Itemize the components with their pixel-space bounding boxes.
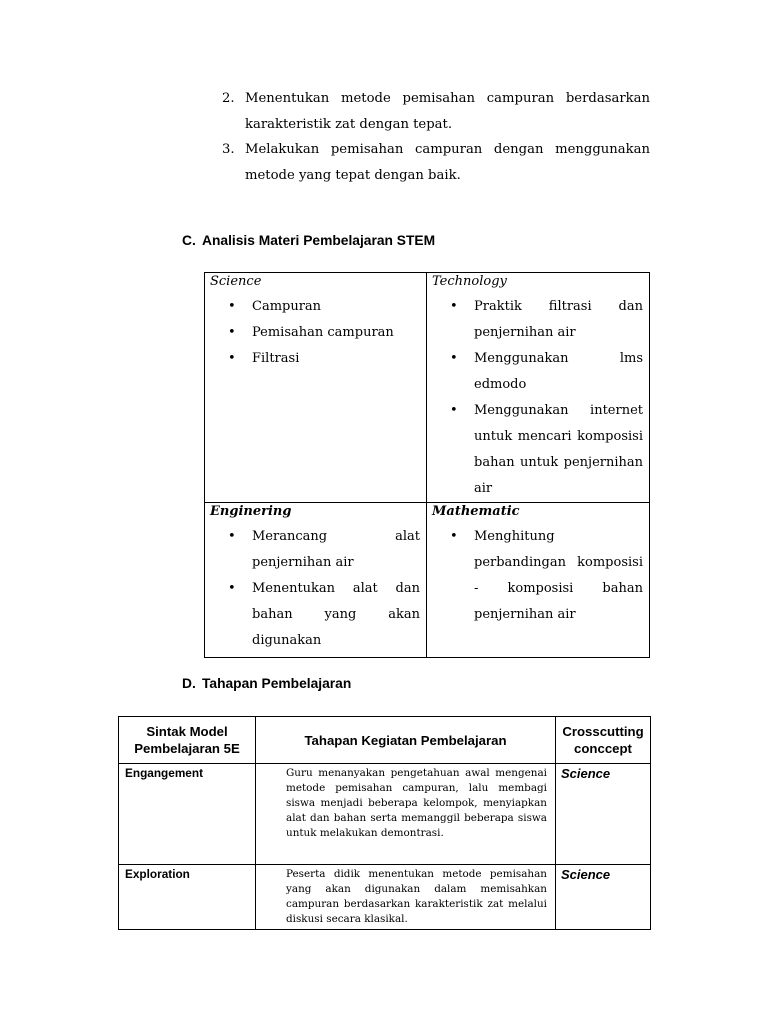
header-syntax-model: Sintak Model Pembelajaran 5E — [119, 717, 256, 764]
section-d-letter: D. — [182, 676, 196, 691]
objective-text: Menentukan metode pemisahan campuran berdasarkan karakteristik zat dengan tepat. — [245, 91, 650, 132]
stem-analysis-table — [204, 272, 650, 658]
list-item: • Menentukan alat dan bahan yang akan digunakan — [210, 576, 420, 654]
list-item: • Filtrasi — [210, 346, 420, 372]
stage-concept: Science — [556, 865, 651, 930]
section-c-letter: C. — [182, 233, 196, 248]
list-item: • Campuran — [210, 294, 420, 320]
list-item: • Menggunakan lms edmodo — [432, 346, 643, 398]
objective-item — [222, 137, 650, 188]
list-item: • Merancang alat penjernihan air — [210, 524, 420, 576]
science-heading: Science — [210, 274, 262, 289]
technology-list — [432, 294, 643, 502]
objective-text: Melakukan pemisahan campuran dengan menggunakan metode yang tepat dengan baik. — [245, 142, 650, 183]
mathematic-list — [432, 524, 643, 628]
technology-cell — [427, 273, 650, 503]
objective-number: 3. — [222, 142, 235, 157]
mathematic-heading: Mathematic — [432, 504, 520, 519]
section-c-heading — [182, 233, 435, 248]
technology-heading: Technology — [432, 274, 507, 289]
stage-activity: Peserta didik menentukan metode pemisahan yang akan digunakan dalam memisahkan campuran berdasarkan karakteristik zat melalui diskusi secara klasikal. — [256, 865, 556, 930]
section-d-title: Tahapan Pembelajaran — [202, 676, 352, 691]
list-item: • Menggunakan internet untuk mencari komposisi bahan untuk penjernihan air — [432, 398, 643, 502]
table-row — [119, 764, 651, 865]
list-item: • Pemisahan campuran — [210, 320, 420, 346]
objective-item — [222, 86, 650, 137]
engineering-cell — [205, 503, 427, 658]
objective-number: 2. — [222, 91, 235, 106]
section-d-heading — [182, 676, 351, 691]
section-c-title: Analisis Materi Pembelajaran STEM — [202, 233, 436, 248]
science-cell — [205, 273, 427, 503]
header-crosscutting: Crosscutting conccept — [556, 717, 651, 764]
list-item: • Praktik filtrasi dan penjernihan air — [432, 294, 643, 346]
stage-name: Exploration — [119, 865, 256, 930]
objectives-list — [222, 86, 650, 188]
engineering-heading: Enginering — [210, 504, 292, 519]
stage-concept: Science — [556, 764, 651, 865]
stage-activity: Guru menanyakan pengetahuan awal mengenai metode pemisahan campuran, lalu membagi siswa menjadi beberapa kelompok, menyiapkan alat dan bahan serta memanggil beberapa siswa untuk melakukan demontrasi. — [256, 764, 556, 865]
engineering-list — [210, 524, 420, 654]
learning-phases-table — [118, 716, 651, 930]
science-list — [210, 294, 420, 372]
table-row — [119, 865, 651, 930]
stage-name: Engangement — [119, 764, 256, 865]
list-item: • Menghitung perbandingan komposisi - komposisi bahan penjernihan air — [432, 524, 643, 628]
header-activity: Tahapan Kegiatan Pembelajaran — [256, 717, 556, 764]
mathematic-cell — [427, 503, 650, 658]
